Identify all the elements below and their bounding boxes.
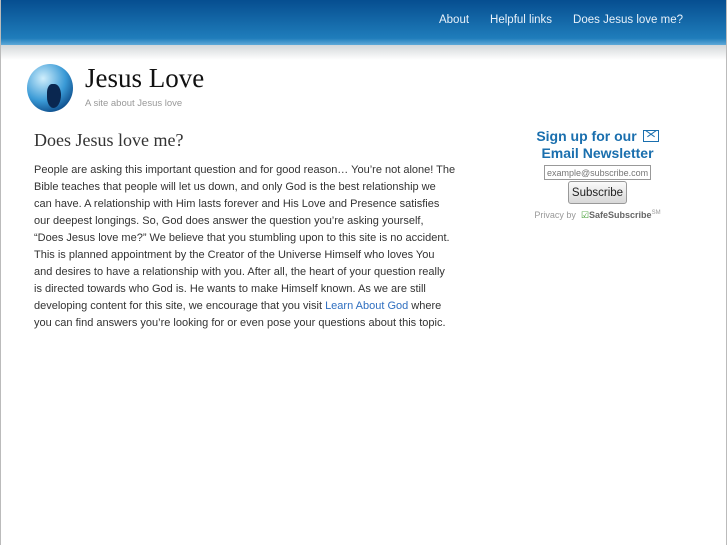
body-line: and desires to have a relationship with you. After all, the heart of your question really	[34, 266, 445, 278]
main-nav	[439, 14, 683, 26]
nav-about[interactable]: About	[438, 14, 470, 26]
article-body	[34, 162, 455, 332]
safesubscribe-brand[interactable]: SafeSubscribe	[589, 210, 652, 220]
header-bar	[1, 0, 726, 45]
privacy-note	[520, 210, 675, 221]
body-text: where	[408, 300, 442, 312]
envelope-icon	[643, 130, 659, 142]
article-title: Does Jesus love me?	[34, 130, 184, 150]
body-line: you can find answers you’re looking for or even pose your questions about this topic.	[34, 317, 446, 329]
service-mark: SM	[651, 210, 661, 216]
body-line: Bible teaches that people will let us down, and only God is the best relationship we	[34, 181, 436, 193]
site-title[interactable]: Jesus Love	[85, 63, 205, 93]
nav-does-jesus-love-me[interactable]: Does Jesus love me?	[573, 14, 683, 26]
body-line: can have. A relationship with Him lasts forever and His Love and Presence satisfies	[34, 198, 440, 210]
body-line: People are asking this important question and for good reason… You’re not alone! The	[34, 164, 456, 176]
globe-logo-icon[interactable]	[27, 64, 73, 112]
email-input[interactable]	[544, 165, 651, 180]
learn-about-god-link[interactable]: Learn About God	[325, 300, 409, 312]
body-line: our deepest longings. So, God does answer the question you’re asking yourself,	[34, 215, 424, 227]
body-line: is directed towards who God is. He wants to make Himself known. As we are still	[34, 283, 426, 295]
newsletter-signup	[520, 128, 675, 221]
safesubscribe-check-icon: ☑	[580, 210, 590, 220]
privacy-label: Privacy by	[534, 210, 576, 220]
newsletter-heading-line2: Email Newsletter	[541, 145, 654, 161]
body-line: This is planned appointment by the Creator of the Universe Himself who loves You	[34, 249, 435, 261]
body-line	[34, 298, 455, 315]
body-text: developing content for this site, we encourage that you visit	[34, 300, 326, 312]
body-line: “Does Jesus love me?” We believe that you stumbling upon to this site is no accident.	[34, 232, 450, 244]
site-tagline: A site about Jesus love	[85, 98, 183, 109]
nav-helpful-links[interactable]: Helpful links	[490, 14, 553, 26]
header-shadow	[1, 45, 726, 60]
subscribe-button[interactable]: Subscribe	[568, 181, 627, 204]
newsletter-heading-line1: Sign up for our	[536, 128, 637, 144]
